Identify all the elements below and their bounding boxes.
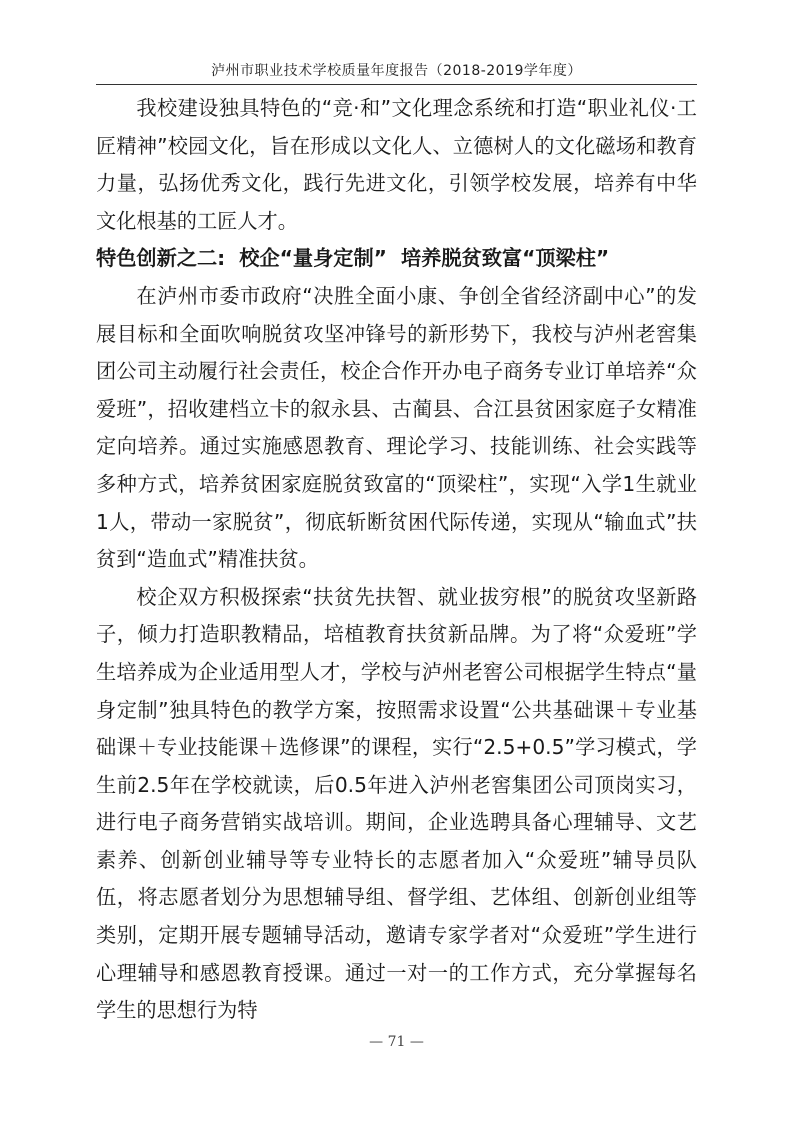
running-header: 泸州市职业技术学校质量年度报告（2018-2019学年度） — [211, 63, 582, 79]
page-number: — 71 — — [369, 1034, 424, 1050]
body-paragraph-2: 校企双方积极探索“扶贫先扶智、就业拔穷根”的脱贫攻坚新路子，倾力打造职教精品，培植教育扶贫新品牌。为了将“众爱班”学生培养成为企业适用型人才，学校与泸州老窖公司根据学生特点“量身定制”独具特色的教学方案，按照需求设置“公共基础课＋专业基础课＋专业技能课＋选修课”的课程，实行“2.5+0.5”学习模式，学生前2.5年在学校就读，后0.5年进入泸州老窖集团公司顶岗实习，进行电子商务营销实战培训。期间，企业选聘具备心理辅导、文艺素养、创新创业辅导等专业特长的志愿者加入“众爱班”辅导员队伍，将志愿者划分为思想辅导组、督学组、艺体组、创新创业组等类别，定期开展专题辅导活动，邀请专家学者对“众爱班”学生进行心理辅导和感恩教育授课。通过一对一的工作方式，充分掌握每名学生的思想行为特 — [96, 584, 697, 1023]
section-subheading: 特色创新之二: 校企“量身定制” 培养脱贫致富“顶梁柱” — [96, 246, 610, 271]
page-body — [96, 90, 697, 1030]
intro-paragraph: 我校建设独具特色的“竞·和”文化理念系统和打造“职业礼仪·工匠精神”校园文化，旨在形成以文化人、立德树人的文化磁场和教育力量，弘扬优秀文化，践行先进文化，引领学校发展，培养有中华文化根基的工匠人才。 — [96, 96, 697, 233]
header-divider — [96, 84, 697, 85]
body-paragraph-1: 在泸州市委市政府“决胜全面小康、争创全省经济副中心”的发展目标和全面吹响脱贫攻坚冲锋号的新形势下，我校与泸州老窖集团公司主动履行社会责任，校企合作开办电子商务专业订单培养“众爱班”，招收建档立卡的叙永县、古蔺县、合江县贫困家庭子女精准定向培养。通过实施感恩教育、理论学习、技能训练、社会实践等多种方式，培养贫困家庭脱贫致富的“顶梁柱”，实现“入学1生就业1人，带动一家脱贫”，彻底斩断贫困代际传递，实现从“输血式”扶贫到“造血式”精准扶贫。 — [96, 283, 697, 572]
